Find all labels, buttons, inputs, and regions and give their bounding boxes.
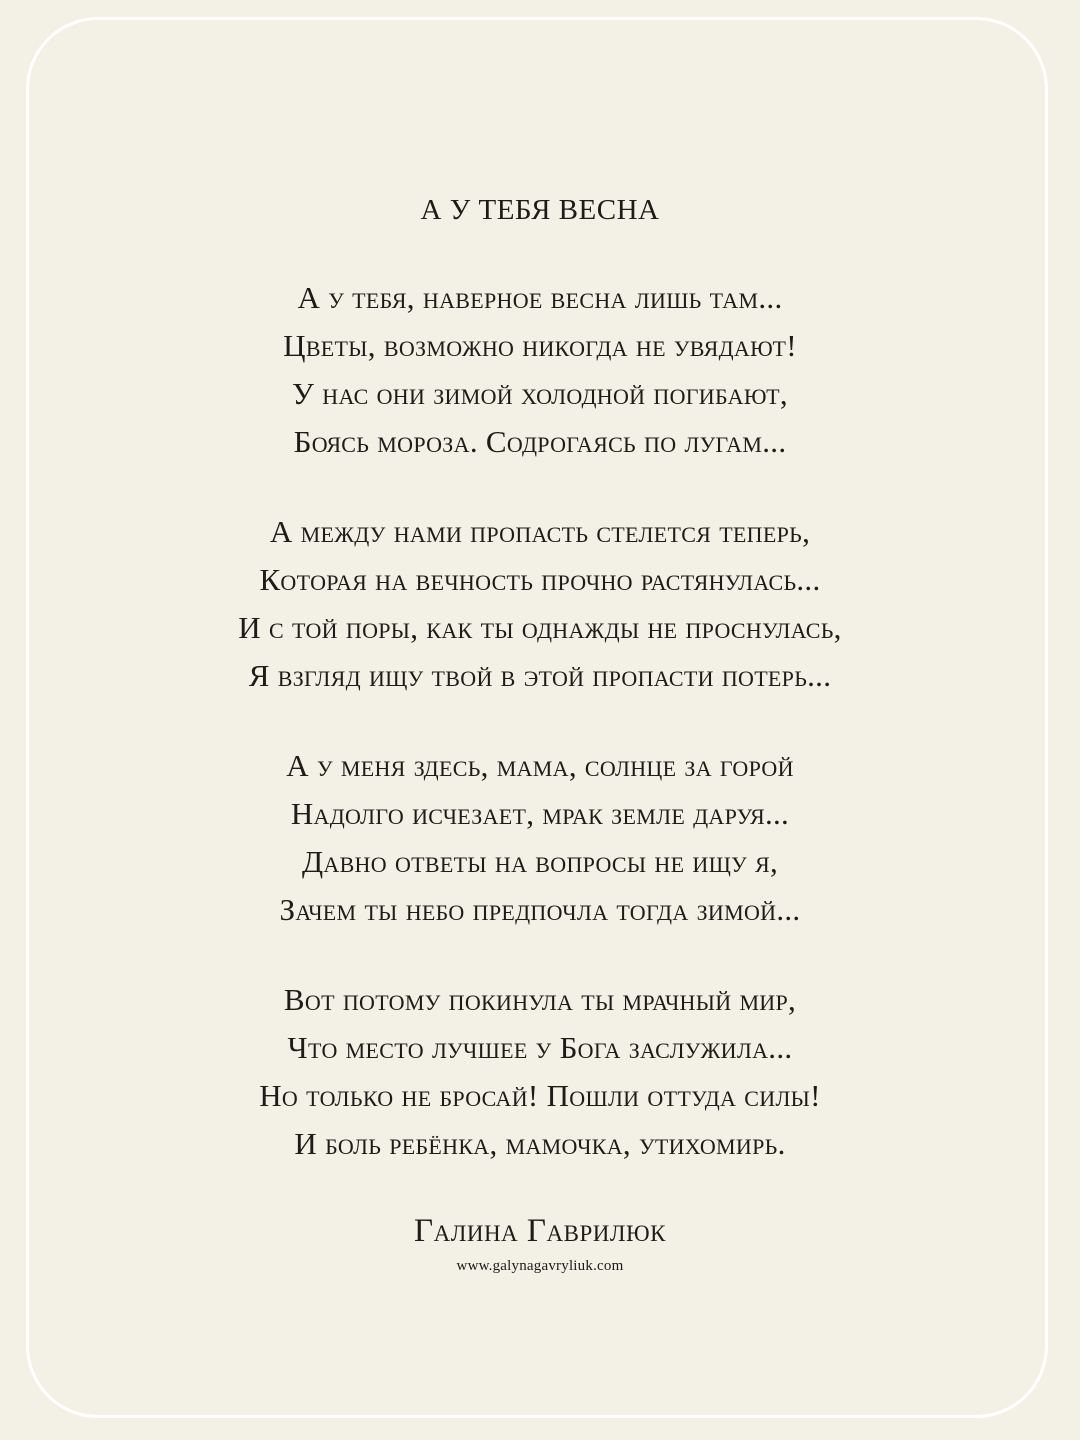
stanza-2: [0, 508, 1080, 700]
stanza-4: [0, 976, 1080, 1168]
author-website: www.galynagavryliuk.com: [456, 1258, 624, 1274]
poem-line: А у тебя, наверное весна лишь там...: [297, 280, 783, 315]
author-name: Галина Гаврилюк: [414, 1213, 666, 1249]
stanza-1: [0, 274, 1080, 466]
poem-line: У нас они зимой холодной погибают,: [292, 376, 788, 411]
poem-line: Которая на вечность прочно растянулась...: [259, 562, 821, 597]
poem-title: А У ТЕБЯ ВЕСНА: [420, 194, 660, 226]
poem-line: А между нами пропасть стелется теперь,: [269, 514, 811, 549]
poem-line: Я взгляд ищу твой в этой пропасти потерь...: [248, 658, 832, 693]
poem-line: Боясь мороза. Содрогаясь по лугам...: [293, 424, 787, 459]
poem-line: Что место лучшее у Бога заслужила...: [287, 1030, 793, 1065]
stanza-3: [0, 742, 1080, 934]
poem-line: И боль ребёнка, мамочка, утихомирь.: [294, 1126, 786, 1161]
poem-line: Надолго исчезает, мрак земле даруя...: [290, 796, 790, 831]
poem-line: Вот потому покинула ты мрачный мир,: [283, 982, 797, 1017]
poem-line: Цветы, возможно никогда не увядают!: [283, 328, 797, 363]
poem-line: Давно ответы на вопросы не ищу я,: [301, 844, 779, 879]
poem-line: Но только не бросай! Пошли оттуда силы!: [259, 1078, 821, 1113]
poem-line: Зачем ты небо предпочла тогда зимой...: [279, 892, 801, 927]
poem-line: А у меня здесь, мама, солнце за горой: [286, 748, 794, 783]
poem-line: И с той поры, как ты однажды не проснулась,: [238, 610, 842, 645]
